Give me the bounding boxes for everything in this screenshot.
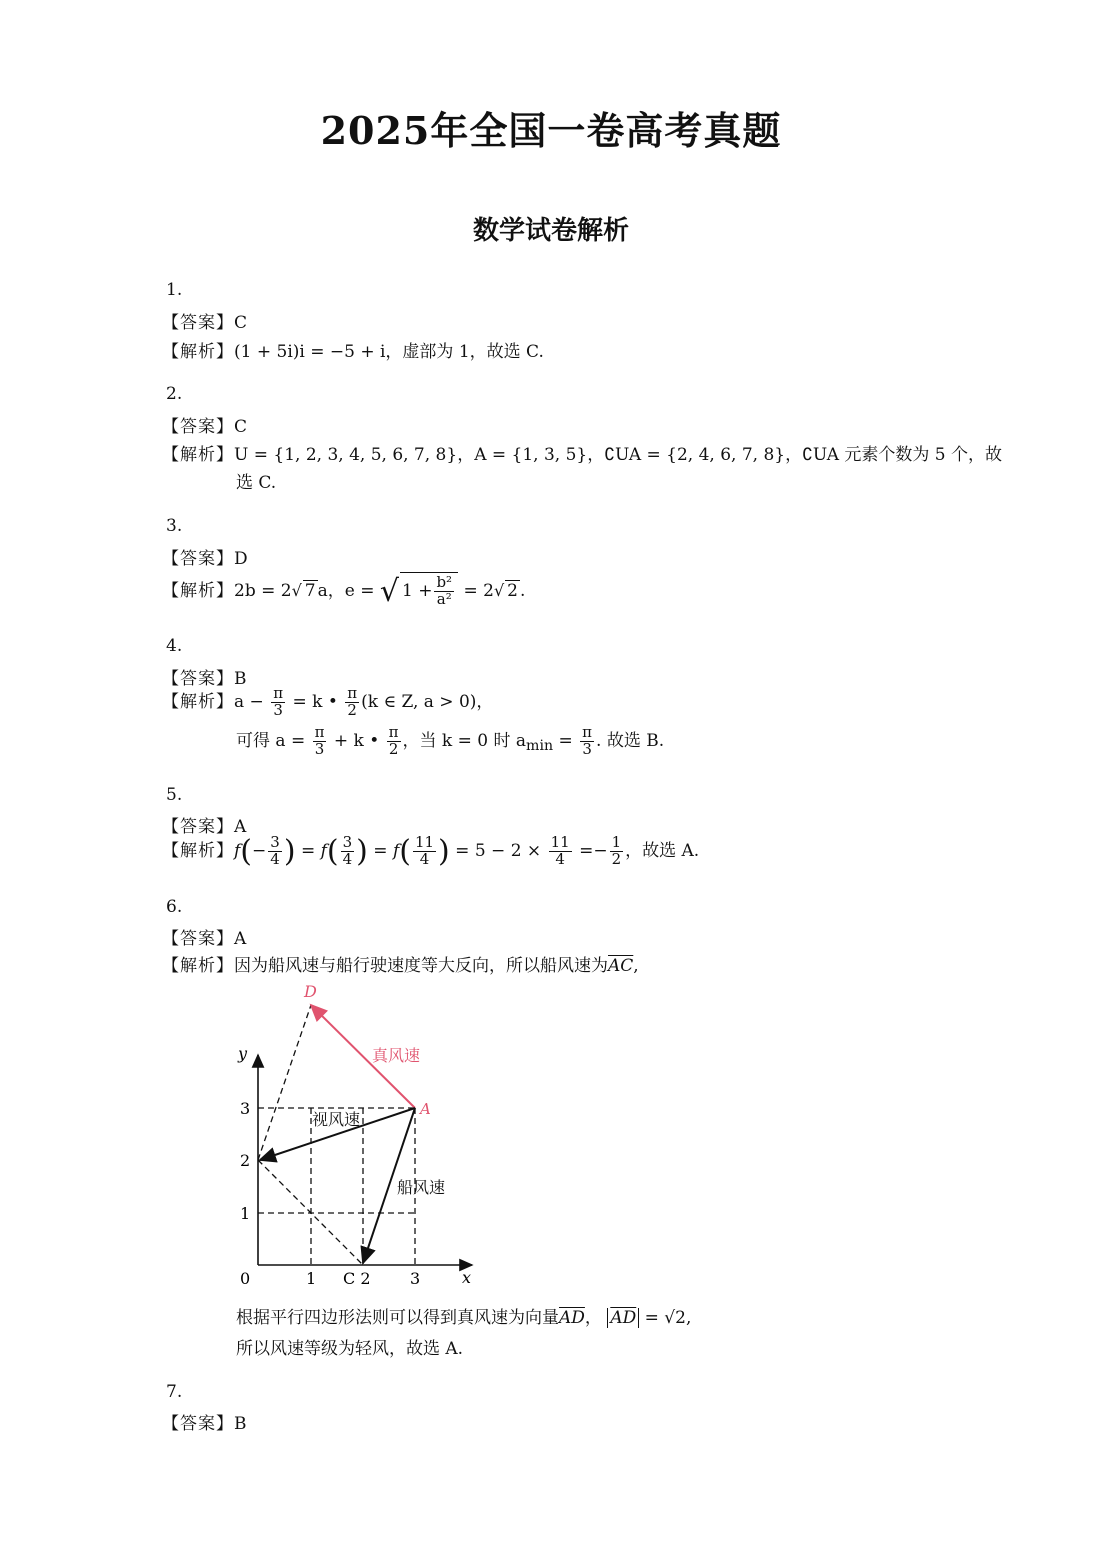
analysis-text: 因为船风速与船行驶速度等大反向，所以船风速为 <box>234 956 608 976</box>
fraction <box>268 835 282 868</box>
analysis-label: 【解析】 <box>162 691 234 712</box>
analysis-label: 【解析】 <box>162 580 234 601</box>
fraction-num: π <box>314 723 325 741</box>
answer-line <box>162 1409 247 1434</box>
fraction-den: 4 <box>342 850 353 868</box>
fraction-num: π <box>347 684 358 702</box>
radicand: 2 <box>507 580 518 601</box>
answer-value: B <box>234 1414 247 1434</box>
analysis-text: (1 + 5i)i = −5 + i，虚部为 1，故选 C. <box>234 342 544 362</box>
analysis-line: 【解析】因为船风速与船行驶速度等大反向，所以船风速为$\overline{AC}$, <box>162 951 639 976</box>
fraction <box>413 835 436 868</box>
fraction-num: 1 <box>611 833 622 852</box>
wind-vector-figure <box>220 975 490 1295</box>
fraction <box>271 686 285 719</box>
analysis-label: 【解析】 <box>162 956 234 976</box>
fraction-num: π <box>273 684 284 702</box>
fraction <box>313 725 327 758</box>
analysis-part: = <box>558 730 573 751</box>
point-a-label: A <box>420 1100 431 1118</box>
question-number: 6. <box>166 897 183 917</box>
analysis-part: (k ∈ Z, a > 0)， <box>361 691 494 712</box>
question-number: 3. <box>166 516 183 536</box>
analysis-part: f <box>320 841 327 861</box>
answer-line <box>162 924 246 949</box>
analysis-part: = <box>579 841 594 861</box>
point-d-label: D <box>304 982 317 1001</box>
fraction-den: 2 <box>347 700 357 719</box>
answer-value: B <box>234 669 247 689</box>
x-tick-label: 1 <box>306 1269 317 1288</box>
fraction <box>341 835 355 868</box>
true-wind-label: 真风速 <box>372 1046 421 1065</box>
fraction-den: 2 <box>388 739 399 758</box>
fraction-den: 4 <box>270 850 280 868</box>
analysis-label: 【解析】 <box>162 342 234 362</box>
analysis-label: 【解析】 <box>162 445 234 465</box>
vector-ad: $\overline{AD}$ <box>559 1308 585 1328</box>
analysis-continuation: 选 C. <box>236 473 277 493</box>
fraction-den: 3 <box>582 739 592 758</box>
question-number: 1. <box>166 280 183 300</box>
subscript: min <box>526 738 554 755</box>
question-number: 7. <box>166 1382 183 1402</box>
answer-label: 【答案】 <box>162 417 234 437</box>
y-tick-label: 2 <box>240 1151 251 1170</box>
analysis-label: 【解析】 <box>162 841 234 861</box>
fraction-den: 2 <box>611 850 622 868</box>
ship-wind-label: 船风速 <box>397 1178 446 1197</box>
fraction-num: 11 <box>550 833 570 852</box>
answer-line <box>162 308 247 333</box>
answer-value: D <box>234 549 248 569</box>
x-axis-label: x <box>462 1268 472 1287</box>
y-tick-label: 3 <box>240 1099 251 1118</box>
fraction-num: 3 <box>270 833 280 852</box>
answer-value: C <box>234 313 248 333</box>
x-tick-label: 3 <box>410 1269 421 1288</box>
analysis-part: = <box>300 841 316 861</box>
analysis-part: − <box>593 841 608 861</box>
fraction-num: b² <box>436 573 453 591</box>
conclusion-line: 所以风速等级为轻风，故选 A. <box>236 1339 464 1359</box>
analysis-line <box>162 686 493 719</box>
analysis-line <box>162 337 544 362</box>
fraction-num: π <box>582 723 593 741</box>
question-number: 2. <box>166 384 183 404</box>
question-number: 4. <box>166 636 183 656</box>
fraction-den: 3 <box>273 700 283 719</box>
answer-label: 【答案】 <box>162 313 234 333</box>
answer-value: A <box>234 929 247 949</box>
vector-ad-magnitude: $\overline{AD}$ <box>610 1308 637 1328</box>
fraction <box>610 835 624 868</box>
conclusion-text: 根据平行四边形法则可以得到真风速为向量 <box>236 1308 559 1328</box>
analysis-part: ，故选 A. <box>625 841 700 861</box>
answer-label: 【答案】 <box>162 1414 234 1434</box>
fraction-den: 4 <box>419 850 430 868</box>
fraction <box>434 575 454 608</box>
analysis-part: a，e = <box>317 580 375 601</box>
conclusion-text: = √2, <box>644 1308 692 1328</box>
analysis-line <box>162 440 1002 465</box>
fraction-den: a² <box>436 589 452 608</box>
fraction-num: 11 <box>414 833 435 852</box>
analysis-part: a − <box>234 691 264 712</box>
answer-line <box>162 544 248 569</box>
analysis-part: = k • <box>292 691 338 712</box>
y-axis-label: y <box>238 1044 248 1063</box>
fraction-den: 4 <box>555 850 565 868</box>
analysis-text: U = {1, 2, 3, 4, 5, 6, 7, 8}，A = {1, 3, 5}，∁UA = {2, 4, 6, 7, 8}，∁UA 元素个数为 5 个，故 <box>234 445 1003 465</box>
radical-body <box>400 572 458 608</box>
analysis-part: − <box>252 841 267 861</box>
vector-ac: $\overline{AC}$ <box>608 956 634 976</box>
analysis-part: f <box>234 841 241 861</box>
fraction <box>580 725 594 758</box>
analysis-part: f <box>392 841 400 861</box>
analysis-continuation <box>236 725 664 758</box>
conclusion-text: ， <box>584 1308 602 1328</box>
page-title: 2025年全国一卷高考真题 <box>320 108 782 153</box>
analysis-line: 【解析】f(− $\frac{3}{4}$ ) = f( $\frac{3}{4}$ ) = f( $\frac{11}{4}$ ) = 5 − 2 × $\frac{11}{4}$ =− $\frac{1}{2}$ ，故选 A. <box>162 833 700 869</box>
answer-line <box>162 412 247 437</box>
x-tick-label: C 2 <box>343 1269 371 1288</box>
analysis-part: = 2 <box>463 580 494 601</box>
apparent-wind-label: 视风速 <box>312 1110 361 1129</box>
analysis-line: 【解析】2b = 2√ 7 a，e = √ 1 + $\frac{\text{b²}}{\text{a²}}$ = 2√ 2 . <box>162 573 526 609</box>
answer-value: C <box>234 417 248 437</box>
analysis-part: . <box>519 580 526 601</box>
fraction <box>387 725 401 758</box>
origin-label: 0 <box>240 1269 251 1288</box>
conclusion-line <box>236 1303 691 1328</box>
answer-value: A <box>234 817 247 837</box>
question-number: 5. <box>166 785 183 805</box>
analysis-part: 1 + <box>401 580 433 601</box>
fraction-num: π <box>388 723 399 741</box>
analysis-part: 2b = 2 <box>234 580 292 601</box>
analysis-part: = 5 − 2 × <box>455 841 542 861</box>
answer-label: 【答案】 <box>162 929 234 949</box>
answer-label: 【答案】 <box>162 817 234 837</box>
answer-label: 【答案】 <box>162 669 234 689</box>
page-subtitle: 数学试卷解析 <box>472 216 629 246</box>
fraction-den: 3 <box>314 739 325 758</box>
radicand: 7 <box>304 580 316 601</box>
answer-label: 【答案】 <box>162 549 234 569</box>
analysis-part: . 故选 B. <box>596 730 665 751</box>
fraction <box>345 686 359 719</box>
analysis-part: ，当 k = 0 时 a <box>402 730 527 751</box>
analysis-part: + k • <box>333 730 380 751</box>
fraction-num: 3 <box>342 833 353 852</box>
fraction <box>549 835 572 868</box>
analysis-part: = <box>373 841 388 861</box>
y-tick-label: 1 <box>240 1204 251 1223</box>
analysis-part: 可得 a = <box>236 730 306 751</box>
